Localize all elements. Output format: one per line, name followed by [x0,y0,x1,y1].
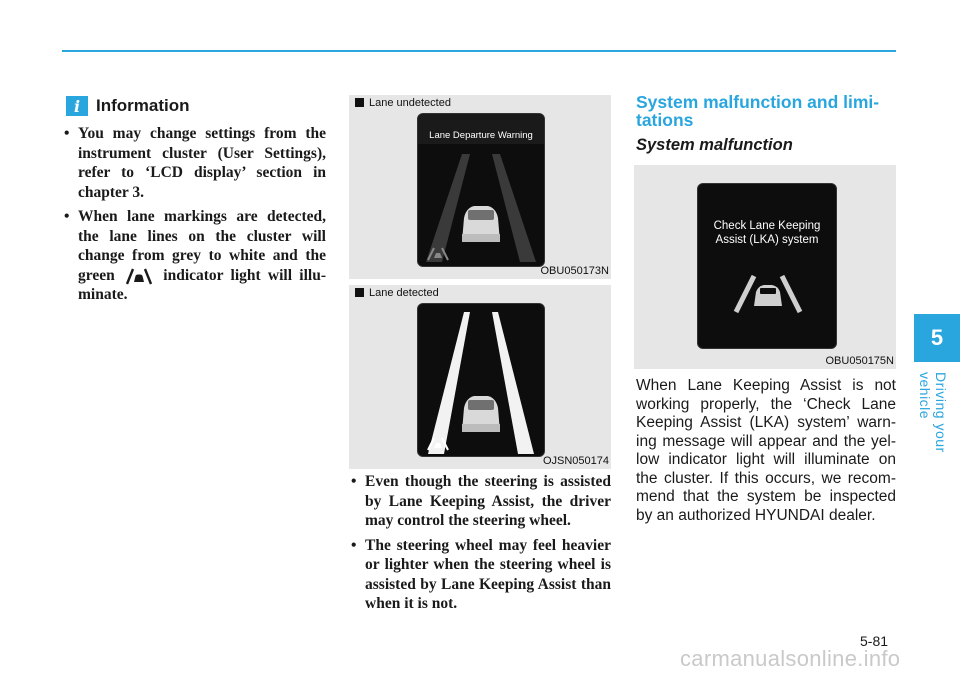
figure-caption: Lane undetected [355,97,451,109]
lane-indicator-icon [124,267,154,285]
bullet-text: indicator light will illu-minate. [78,266,327,303]
info-icon: i [66,96,88,116]
car-icon [462,206,500,242]
header-rule [62,50,896,52]
section-subtitle: System malfunction [636,136,793,154]
figure-code: OBU050173N [540,265,609,277]
chapter-label: Driving your vehicle [917,372,949,453]
warning-line-2: Assist (LKA) system [715,234,819,246]
car-icon [462,396,500,432]
information-heading [66,96,190,116]
figure-caption: Lane detected [355,287,439,299]
figure-lka-malfunction [634,165,896,369]
list-item [349,472,611,531]
watermark-text: carmanualsonline.info [680,646,901,671]
bullet-text: You may change settings from the instrument cluster (User Settings), refer to ‘LCD display’ section in chapter 3. [78,125,326,201]
lka-malfunction-illustration [698,184,836,348]
bullet-text: Even though the steering is assisted by Lane Keeping Assist, the driver may control the steering wheel. [365,473,611,529]
cluster-screen [417,303,545,457]
cluster-screen [417,113,545,267]
cluster-screen [697,183,837,349]
warning-line-1: Check Lane Keeping [713,220,821,232]
list-item [349,536,611,614]
list-item [62,207,326,305]
information-title: Information [96,96,190,115]
lane-undetected-illustration [418,114,544,266]
figure-code: OJSN050174 [542,455,609,467]
list-item [62,124,326,202]
figure-code: OBU050175N [825,355,894,367]
figure-lane-undetected [349,95,611,279]
page-number: 5-81 [860,633,889,649]
bullet-text: When lane markings are detected, the lane lines on the cluster will change from grey to white and the green [78,208,326,284]
figure-lane-detected [349,285,611,469]
information-list [62,124,326,310]
chapter-tab[interactable]: 5 [914,314,960,362]
lane-detected-illustration [418,304,544,456]
malfunction-description: When Lane Keeping Assist is not working properly, the ‘Check Lane Keeping Assist (LKA) system’ warn-ing message will appear and the yel-low indicator light will illuminate on the cluster. If this occurs, we recom-mend that the system be inspected by an authorized HYUNDAI dealer. [636,377,896,524]
bullet-text: The steering wheel may feel heavier or lighter when the steering wheel is assisted by Lane Keeping Assist than when it is not. [365,536,611,612]
steering-notes-list [349,472,611,619]
section-title: System malfunction and limi-tations [636,92,880,130]
screen-title: Lane Departure Warning [429,130,533,141]
